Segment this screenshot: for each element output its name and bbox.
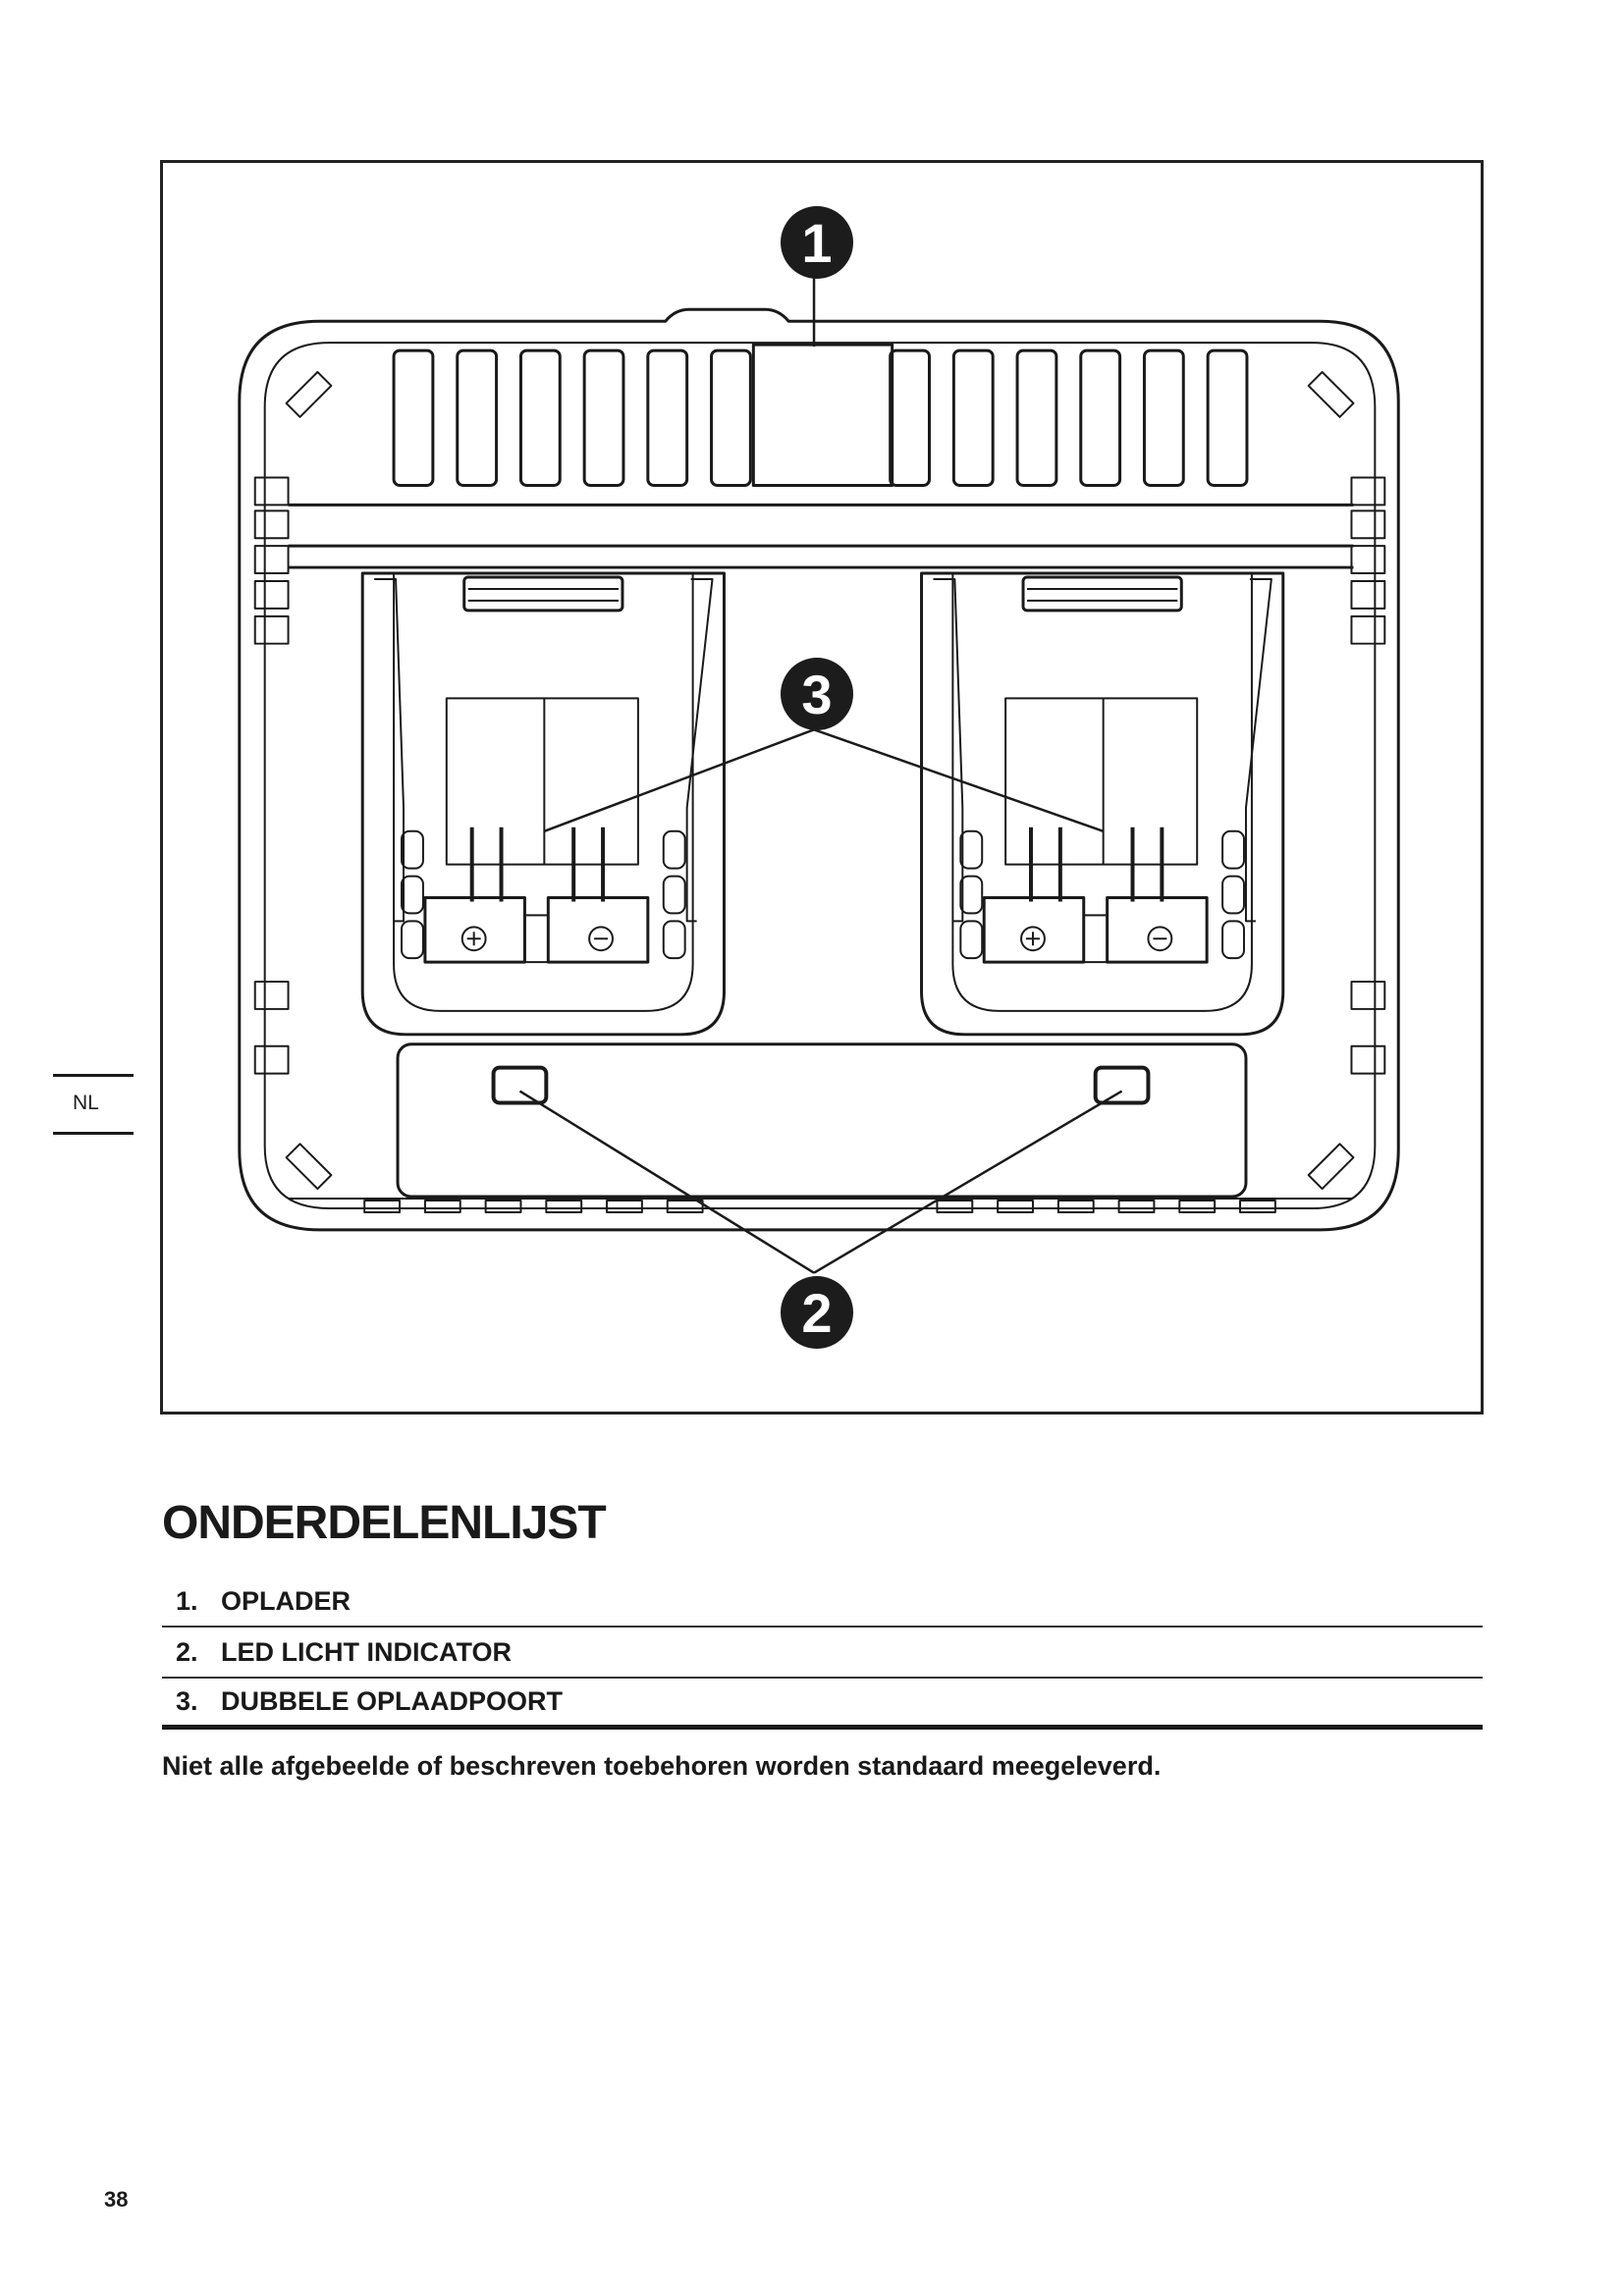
language-label: NL: [73, 1092, 99, 1114]
charger-drawing: [163, 163, 1481, 1412]
part-number: 1.: [176, 1585, 198, 1616]
corner-clip: [287, 1144, 332, 1189]
part-item-dual-port: [162, 1679, 1483, 1730]
label-plate: [753, 345, 892, 485]
charger-diagram: [160, 160, 1484, 1415]
part-number: 3.: [176, 1686, 198, 1716]
part-number: 2.: [176, 1636, 198, 1667]
callout-1-charger: 1: [781, 206, 853, 279]
bottom-ribs: [289, 1199, 1352, 1212]
corner-clip: [287, 372, 332, 417]
language-tab: [53, 1074, 134, 1135]
led-indicator-left: [494, 1068, 547, 1103]
corner-clip: [1309, 372, 1354, 417]
cooling-fins-left: [394, 350, 750, 485]
callout-3-battery-ports: 3: [781, 658, 853, 730]
corner-clip: [1309, 1144, 1354, 1189]
accessories-note: Niet alle afgebeelde of beschreven toebehoren worden standaard meegeleverd.: [162, 1751, 1162, 1781]
led-indicator-right: [1096, 1068, 1149, 1103]
part-label: DUBBELE OPLAADPOORT: [221, 1686, 564, 1716]
battery-port-left: [362, 573, 724, 1035]
side-grips-right: [1351, 477, 1384, 1073]
part-label: OPLADER: [221, 1585, 352, 1616]
part-item-charger: [162, 1576, 1483, 1628]
leader-lines: [519, 276, 1121, 1272]
part-item-led-indicator: [162, 1628, 1483, 1679]
side-grips-left: [255, 477, 289, 1073]
battery-port-right: [922, 573, 1283, 1035]
cooling-fins-right: [891, 350, 1247, 485]
section-title: ONDERDELENLIJST: [162, 1497, 606, 1549]
charger-housing: [240, 309, 1398, 1230]
parts-list: [162, 1576, 1483, 1730]
callout-2-led-indicator: 2: [781, 1276, 853, 1349]
part-label: LED LICHT INDICATOR: [221, 1636, 512, 1667]
page-number: 38: [104, 2187, 129, 2212]
